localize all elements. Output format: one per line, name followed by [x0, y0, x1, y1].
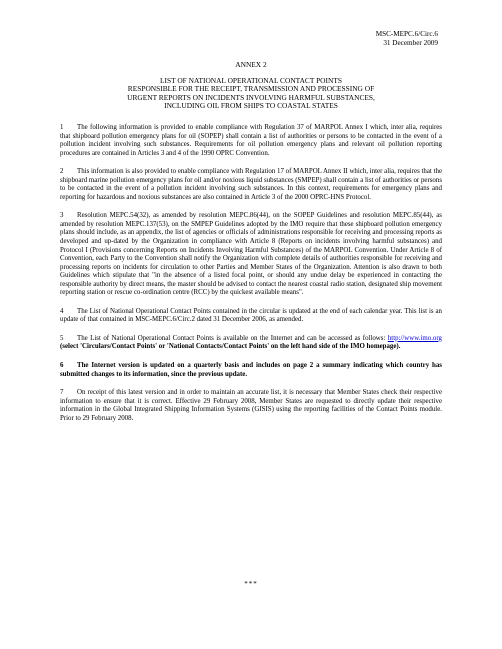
paragraph-number: 7 [60, 389, 64, 397]
title-line: INCLUDING OIL FROM SHIPS TO COASTAL STATES [164, 101, 338, 111]
paragraph-number: 1 [60, 124, 64, 131]
paragraph-number: 3 [60, 212, 64, 220]
title-line: LIST OF NATIONAL OPERATIONAL CONTACT POINTS [160, 76, 342, 85]
document-header [376, 30, 438, 47]
document-title [60, 77, 442, 111]
document-reference: MSC-MEPC.6/Circ.6 [375, 30, 438, 38]
paragraph-number: 2 [60, 168, 64, 176]
document-body [60, 124, 442, 433]
paragraph-number: 4 [60, 307, 64, 315]
title-line: RESPONSIBLE FOR THE RECEIPT, TRANSMISSION AND PROCESSING OF [127, 84, 375, 94]
paragraph-3 [60, 212, 442, 297]
paragraph-number: 5 [60, 334, 64, 342]
annex-heading: ANNEX 2 [235, 60, 267, 69]
paragraph-text: The List of National Operational Contact Points contained in the circular is updated at the end of each calendar year. This list is an update of that contained in MSC-MEPC.6/Circ.2 dated 31 December 2006, as amended. [60, 307, 442, 324]
document-date: 31 December 2009 [383, 38, 438, 47]
paragraph-5 [60, 335, 442, 352]
paragraph-text: The Internet version is updated on a quarterly basis and includes on page 2 a summary indicating which country has submitted changes to its information, since the previous update. [60, 362, 442, 378]
paragraph-text: This information is also provided to enable compliance with Regulation 17 of MARPOL Annex II which, inter alia, requires that the shipboard marine pollution emergency plans for oil and/or noxious liquid substances (SMPEP) shall contain a list of authorities or persons to be contacted in the event of a pollution incident involving such substances. In this context, requirements for emergency plans and reporting for hazardous and noxious substances are also contained in Article 3 of the 2000 OPRC-HNS Protocol. [60, 168, 442, 201]
paragraph-1 [60, 124, 442, 158]
title-line: URGENT REPORTS ON INCIDENTS INVOLVING HARMFUL SUBSTANCES, [127, 92, 375, 102]
paragraph-text: The following information is provided to enable compliance with Regulation 37 of MARPOL Annex I which, inter alia, requires that shipboard pollution emergency plans for oil (SOPEP) shall contain a list of authorities or persons to be contacted in the event of a pollution incident involving such substances. Requirements for oil pollution emergency plans and relevant oil pollution reporting procedures are contained in Articles 3 and 4 of the 1990 OPRC Convention. [60, 124, 442, 157]
paragraph-text: On receipt of this latest version and in order to maintain an accurate list, it is necessary that Member States check their respective information to ensure that it is correct. Effective 29 February 2008, Member States are requested to directly update their respective information in the Global Integrated Shipping Information Systems (GISIS) using the reporting facilities of the Contact Points module. Prior to 29 February 2008. [60, 389, 442, 422]
paragraph-4 [60, 308, 442, 325]
paragraph-7 [60, 389, 442, 423]
imo-website-link[interactable]: http://www.imo.org [387, 334, 442, 342]
paragraph-text-bold: (select 'Circulars/Contact Points' or 'National Contacts/Contact Points' on the left hand side of the IMO homepage). [60, 343, 401, 351]
end-of-document-mark: *** [244, 580, 258, 588]
paragraph-text: Resolution MEPC.54(32), as amended by resolution MEPC.86(44), on the SOPEP Guidelines and resolution MEPC.85(44), as amended by resolution MEPC.137(53), on the SMPEP Guidelines adopted by the IMO require that these shipboard pollution emergency plans should include, as an appendix, the list of agencies or officials of administrations responsible for receiving and processing reports as developed and up-dated by the Organization in compliance with Article 8 (Reports on incidents involving harmful substances) and Protocol I (Provisions concerning Reports on Incidents Involving Harmful Substances) of the MARPOL Convention. Under Article 8 of Convention, each Party to the Convention shall notify the Organization with complete details of authorities responsible for receiving and processing reports on incidents for circulation to other Parties and Member States of the Organization. Attention is also drawn to both Guidelines which stipulate that "in the absence of a listed focal point, or should any undue delay be experienced in contacting the responsible authority by direct means, the master should be advised to contact the nearest coastal radio station, designated ship movement reporting station or rescue co-ordination centre (RCC) by the quickest available means". [60, 212, 442, 297]
paragraph-number: 6 [60, 362, 64, 370]
paragraph-text: The List of National Operational Contact Points is available on the Internet and can be accessed as follows: [77, 334, 388, 342]
paragraph-6 [60, 362, 442, 379]
paragraph-2 [60, 168, 442, 202]
